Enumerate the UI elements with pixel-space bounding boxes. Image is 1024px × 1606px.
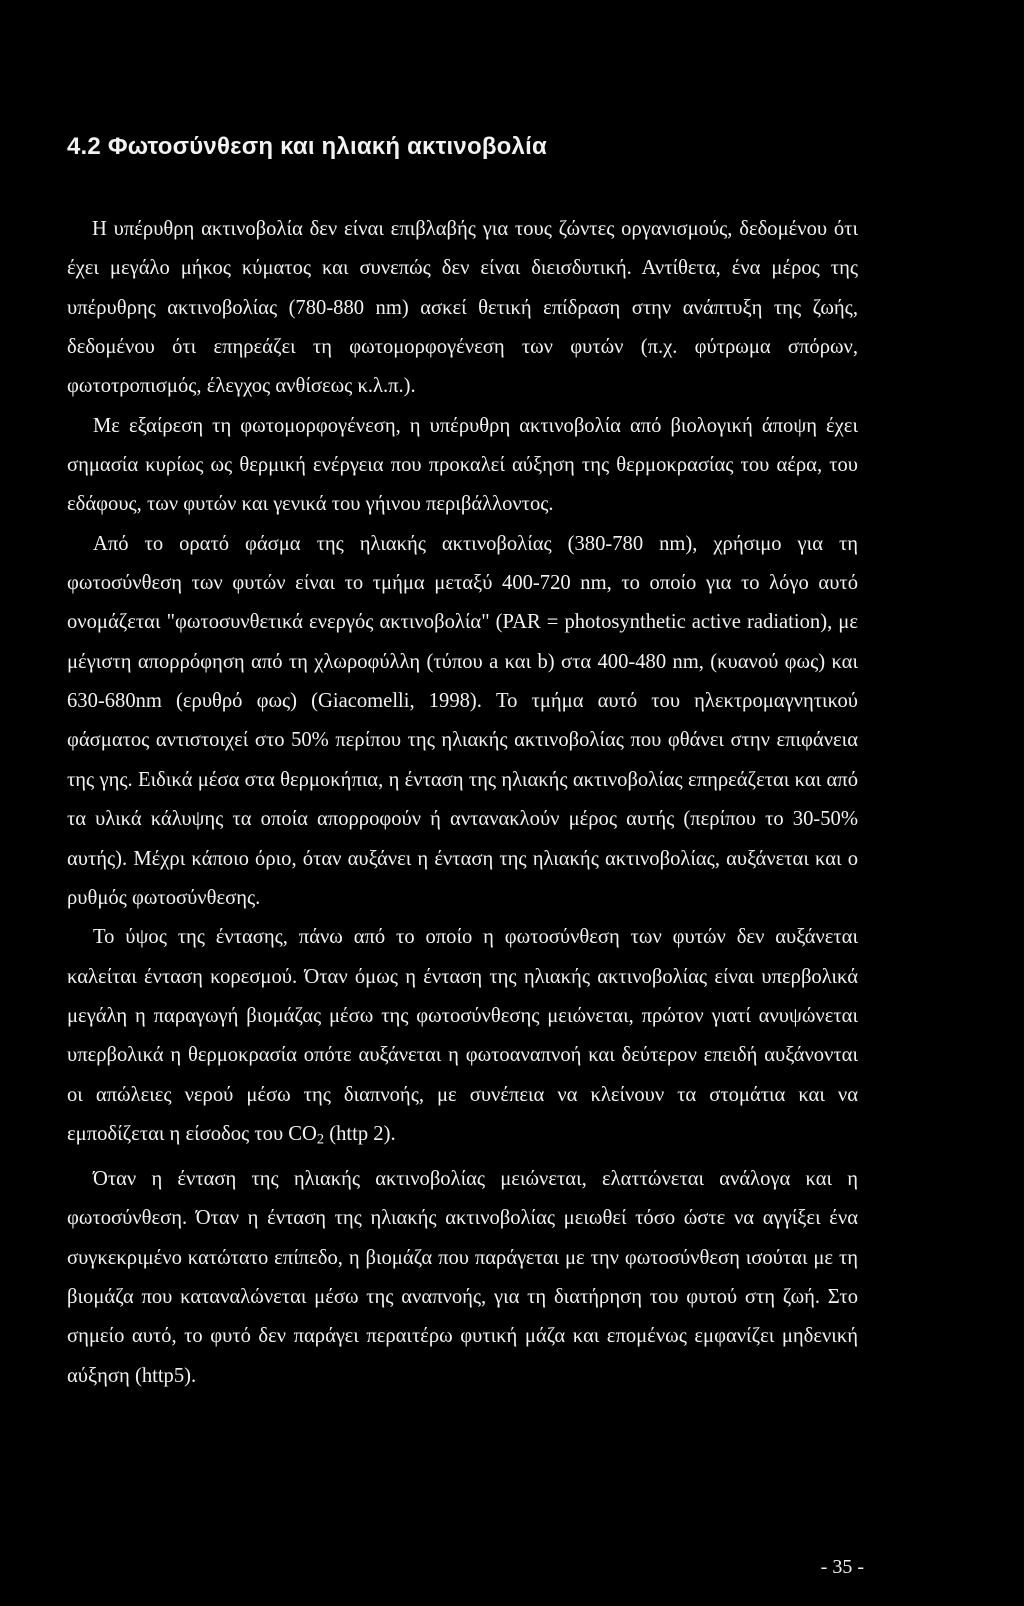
page-number: - 35 - xyxy=(820,1556,864,1578)
paragraph-saturation-text: Το ύψος της έντασης, πάνω από το οποίο η φωτοσύνθεση των φυτών δεν αυξάνεται καλείται ένταση κορεσμού. Όταν όμως η ένταση της ηλιακής ακτινοβολίας είναι υπερβολικά μεγάλη η παραγωγή βιομάζας μέσω της φωτοσύνθεσης μειώνεται, πρώτον γιατί ανυψώνεται υπερβολικά η θερμοκρασία οπότε αυξάνεται η φωτοαναπνοή και δεύτερον επειδή αυξάνονται οι απώλειες νερού μέσω της διαπνοής, με συνέπεια να κλείνουν τα στομάτια και να εμποδίζεται η είσοδος του CO xyxy=(67,926,858,1145)
body-text xyxy=(67,210,858,1396)
paragraph-visible-spectrum: Από το ορατό φάσμα της ηλιακής ακτινοβολίας (380-780 nm), χρήσιμο για τη φωτοσύνθεση των φυτών είναι το τμήμα μεταξύ 400-720 nm, το οποίο για το λόγο αυτό ονομάζεται "φωτοσυνθετικά ενεργός ακτινοβολία" (PAR = photosynthetic active radiation), με μέγιστη απορρόφηση από τη χλωροφύλλη (τύπου a και b) στα 400-480 nm, (κυανού φως) και 630-680nm (ερυθρό φως) (Giacomelli, 1998). Το τμήμα αυτό του ηλεκτρομαγνητικού φάσματος αντιστοιχεί στο 50% περίπου της ηλιακής ακτινοβολίας που φθάνει στην επιφάνεια της γης. Ειδικά μέσα στα θερμοκήπια, η ένταση της ηλιακής ακτινοβολίας επηρεάζεται και από τα υλικά κάλυψης τα οποία απορροφούν ή αντανακλούν μέρος αυτής (περίπου το 30-50% αυτής). Μέχρι κάποιο όριο, όταν αυξάνει η ένταση της ηλιακής ακτινοβολίας, αυξάνεται και ο ρυθμός φωτοσύνθεσης. xyxy=(67,532,858,909)
paragraph-thermal-energy: Με εξαίρεση τη φωτομορφογένεση, η υπέρυθρη ακτινοβολία από βιολογική άποψη έχει σημασία κυρίως ως θερμική ενέργεια που προκαλεί αύξηση της θερμοκρασίας του αέρα, του εδάφους, των φυτών και γενικά του γήινου περιβάλλοντος. xyxy=(67,414,858,516)
paragraph-infrared-intro: Η υπέρυθρη ακτινοβολία δεν είναι επιβλαβής για τους ζώντες οργανισμούς, δεδομένου ότι έχει μεγάλο μήκος κύματος και συνεπώς δεν είναι διεισδυτική. Αντίθετα, ένα μέρος της υπέρυθρης ακτινοβολίας (780-880 nm) ασκεί θετική επίδραση στην ανάπτυξη της ζωής, δεδομένου ότι επηρεάζει τη φωτομορφογένεση των φυτών (π.χ. φύτρωμα σπόρων, φωτοτροπισμός, έλεγχος ανθίσεως κ.λ.π.). xyxy=(67,218,858,398)
paragraph-saturation-citation: (http 2). xyxy=(324,1122,396,1145)
section-heading: 4.2 Φωτοσύνθεση και ηλιακή ακτινοβολία xyxy=(67,133,547,160)
paragraph-compensation-point: Όταν η ένταση της ηλιακής ακτινοβολίας μειώνεται, ελαττώνεται ανάλογα και η φωτοσύνθεση. Όταν η ένταση της ηλιακής ακτινοβολίας μειωθεί τόσο ώστε να αγγίξει ένα συγκεκριμένο κατώτατο επίπεδο, η βιομάζα που παράγεται με την φωτοσύνθεση ισούται με τη βιομάζα που καταναλώνεται μέσω της αναπνοής, για τη διατήρηση του φυτού στη ζωή. Στο σημείο αυτό, το φυτό δεν παράγει περαιτέρω φυτική μάζα και επομένως εμφανίζει μηδενική αύξηση (http5). xyxy=(67,1167,858,1387)
co2-subscript: 2 xyxy=(316,1131,325,1148)
paragraph-saturation-intensity xyxy=(67,918,858,1160)
